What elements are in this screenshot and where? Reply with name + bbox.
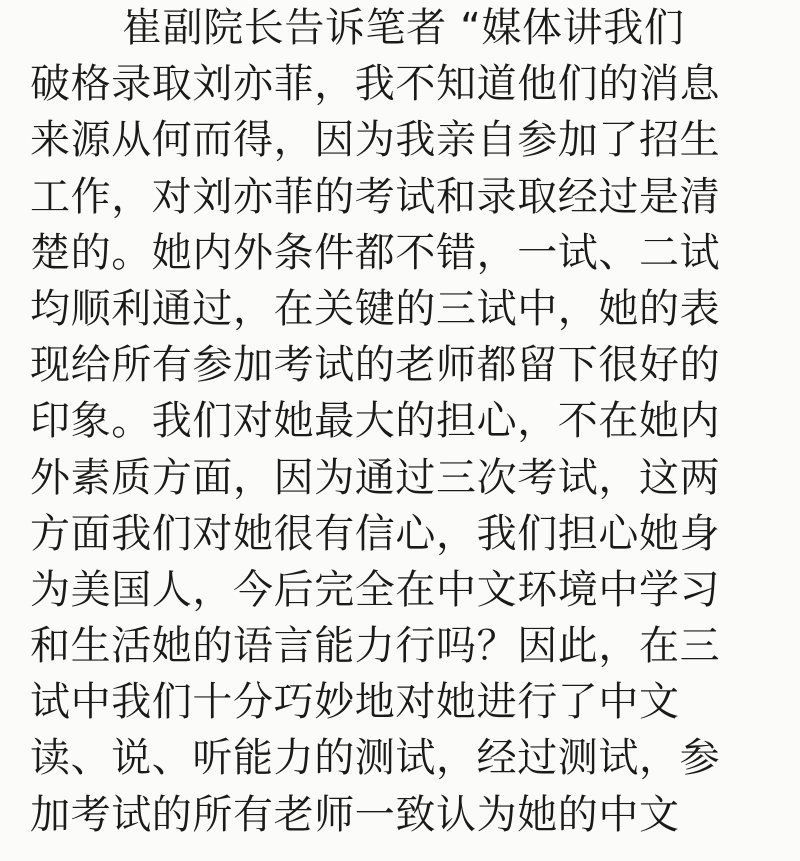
text-line: 外素质方面，因为通过三次考试，这两 bbox=[30, 454, 721, 501]
text-line: 和生活她的语言能力行吗？因此，在三 bbox=[30, 623, 721, 670]
text-line: 试中我们十分巧妙地对她进行了中文 bbox=[30, 679, 680, 726]
text-line: 读、说、听能力的测试，经过测试，参 bbox=[30, 735, 721, 782]
text-line: 加考试的所有老师一致认为她的中文 bbox=[30, 791, 680, 838]
text-line: 工作，对刘亦菲的考试和录取经过是清 bbox=[30, 173, 721, 220]
text-line: 印象。我们对她最大的担心，不在她内 bbox=[30, 398, 721, 445]
text-line: 破格录取刘亦菲，我不知道他们的消息 bbox=[30, 61, 721, 108]
text-line: 楚的。她内外条件都不错，一试、二试 bbox=[30, 229, 721, 276]
text-line: 来源从何而得，因为我亲自参加了招生 bbox=[30, 117, 721, 164]
text-line: 方面我们对她很有信心，我们担心她身 bbox=[30, 510, 721, 557]
text-line: 现给所有参加考试的老师都留下很好的 bbox=[30, 342, 721, 389]
text-line: 崔副院长告诉笔者 “媒体讲我们 bbox=[122, 5, 685, 51]
text-line: 为美国人，今后完全在中文环境中学习 bbox=[30, 566, 721, 613]
text-line: 均顺利通过，在关键的三试中，她的表 bbox=[30, 285, 721, 332]
article-text bbox=[30, 0, 778, 843]
